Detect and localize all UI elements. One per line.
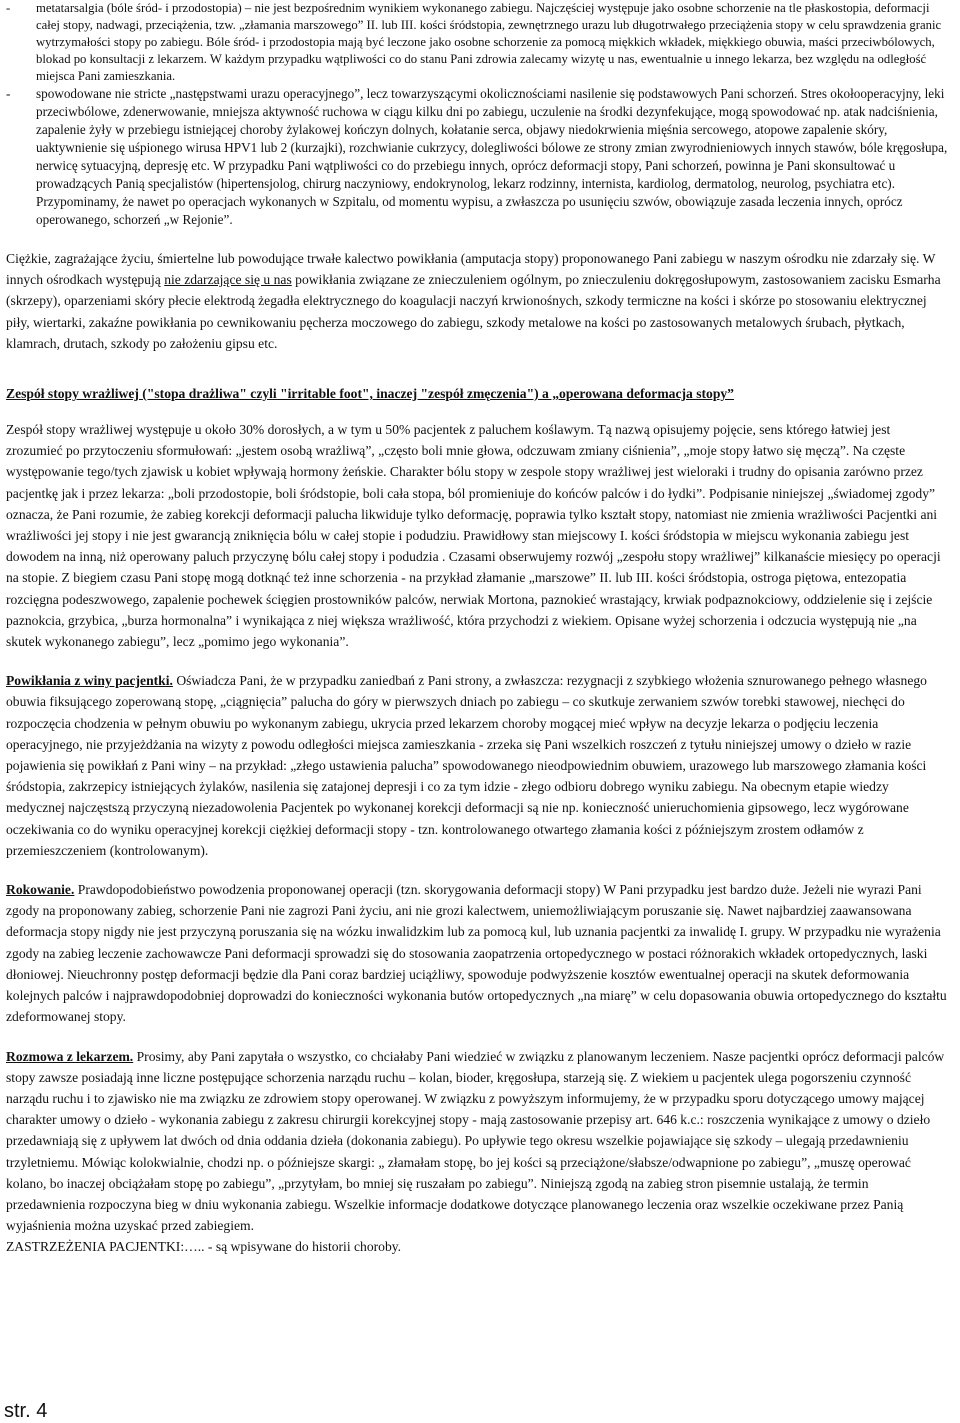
section-title: Rokowanie. bbox=[6, 882, 75, 898]
section-heading: Zespół stopy wrażliwej ("stopa drażliwa" czyli "irritable foot", inaczej "zespół zmęczenia") a „operowana deformacja stopy” bbox=[6, 386, 734, 402]
dash-marker: - bbox=[6, 1, 11, 15]
list-item-text: metatarsalgia (bóle śród- i przodostopia) – nie jest bezpośrednim wynikiem wykonanego zabiegu. Najczęściej występuje jako osobne schorzenie na tle płaskostopia, deformacji całej stopy, nadwagi, przeciążenia, tzw. „złamania marszowego” II. lub III. kości śródstopia, zewnętrznego urazu lub długotrwałego przeciążenia stopy w celu sprawdzenia granic wytrzymałości stopy po zabiegu. Bóle śród- i przodostopia mają być leczone jako osobne schorzenie za pomocą miękkich wkładek, miękkiego obuwia, maści przeciwbólowych, blokad po konsultacji z lekarzem. W każdym przypadku wątpliwości co do stanu Pani zdrowia zalecamy wizytę u nas, ewentualnie u innego lekarza, bez względu na odległość miejsca Pani zamieszkania. bbox=[36, 1, 942, 83]
patient-reservations: ZASTRZEŻENIA PACJENTKI:….. - są wpisywane do historii choroby. bbox=[6, 1239, 402, 1255]
paragraph-complications: Ciężkie, zagrażające życiu, śmiertelne lub powodujące trwałe kalectwo powikłania (amputacja stopy) proponowanego Pani zabiegu w naszym ośrodku nie zdarzały się. W innych ośrodkach występują nie zdarzające się u nas powikłania związane ze znieczuleniem ogólnym, po znieczuleniu dokręgosłupowym, zastosowaniem zacisku Esmarha (skrzepy), oparzeniami skóry płecie elektrodą żegadła elektrycznego do koagulacji naczyń krwionośnych, szkody termiczne na kości i skórze po stosowaniu elektrycznej piły, wiertarki, zakaźne powikłania po cewnikowaniu pęcherza moczowego do zabiegu, szkody metalowe na kości po zastosowanych metalowych śrubach, płytkach, klamrach, drutach, szkody po założeniu gipsu etc. bbox=[6, 251, 941, 351]
paragraph-prognosis: Rokowanie. Prawdopodobieństwo powodzenia proponowanej operacji (tzn. skorygowania deformacji stopy) W Pani przypadku jest bardzo duże. Jeżeli nie wyrazi Pani zgody na proponowany zabieg, schorzenie Pani nie zagrozi Pani życiu, ani nie grozi kalectwem, uniemożliwiającym poruszanie się. Nawet najbardziej zaawansowana deformacja stopy nigdy nie jest przyczyną poruszania się na wózku inwalidzkim lub za pomocą kul, lub uznania pacjentki za inwalidę I. grupy. W przypadku nie wyrażenia zgody na zabieg leczenie zachowawcze Pani deformacji sprowadzi się do stosowania zaopatrzenia ortopedycznego w postaci różnorakich wkładek ortopedycznych, laski dłoniowej. Nieuchronny postęp deformacji będzie dla Pani coraz bardziej uciążliwy, spowoduje podwyższenie kosztów ewentualnej operacji na skutek deformowania kolejnych palców i najprawdopodobniej doprowadzi do konieczności wykonania butów ortopedycznych „na miarę” w celu dopasowania obuwia ortopedycznego do kształtu zdeformowanej stopy. bbox=[6, 882, 947, 1025]
list-item-text: spowodowane nie stricte „następstwami urazu operacyjnego”, lecz towarzyszącymi okolicznościami nasilenie się podstawowych Pani schorzeń. Stres okołooperacyjny, leki przeciwbólowe, zdenerwowanie, mniejsza aktywność ruchowa w ciągu kilku dni po zabiegu, uczulenie na środki dezynfekujące, mogą spowodować np. atak nadciśnienia, zapalenie żyły w przebiegu istniejącej choroby żylakowej kończyn dolnych, kołatanie serca, objawy niedokrwienia mięśnia sercowego, atopowe zapalenie skóry, uaktywnienie się uśpionego wirusa HPV1 lub 2 (kurzajki), rozchwianie cukrzycy, dolegliwości bólowe ze strony zmian zwyrodnieniowych innych stawów, bóle kręgosłupa, nerwicę sytuacyjną, depresję etc. W przypadku Pani wątpliwości co do przebiegu innych, oprócz deformacji stopy, Pani schorzeń, powinna je Pani skonsultować u prowadzących Panią specjalistów (hipertensjolog, chirurg naczyniowy, endokrynolog, lekarz rodzinny, internista, kardiolog, dermatolog, neurolog, psychiatra etc). Przypominamy, że nawet po operacjach wykonanych w Szpitalu, od momentu wypisu, a zwłaszcza po usunięciu szwów, obowiązuje zasada leczenia innych, oprócz operowanego, schorzeń „w Rejonie”. bbox=[36, 86, 948, 227]
paragraph-patient-fault: Powikłania z winy pacjentki. Oświadcza Pani, że w przypadku zaniedbań z Pani strony, a zwłaszcza: rezygnacji z szybkiego włożenia sznurowanego pełnego własnego obuwia fiksującego zoperowaną stopę, „ciągnięcia” palucha do góry w pierwszych dniach po zabiegu – co skutkuje zerwaniem szwów torebki stawowej, niechęci do rozpoczęcia chodzenia w pełnym obuwiu po wykonanym zabiegu, ukrycia przed lekarzem choroby mogącej mieć wpływ na decyzje lekarza o podjęciu leczenia operacyjnego, nie przyjeżdżania na wizyty z powodu odległości miejsca zamieszkania - zrzeka się Pani wszelkich roszczeń z tytułu niniejszej umowy o dzieło w razie pojawienia się powikłań z Pani winy – na przykład: „złego ustawienia palucha” spowodowanego nieodpowiednim obuwiem, urazowego lub marszowego złamania kości śródstopia, zakrzepicy istniejących żylaków, nasilenia się zatajonej depresji i co za tym idzie - złego odbioru dobrego wyniku zabiegu. Na obecnym etapie wiedzy medycznej najczęstszą przyczyną niezadowolenia Pacjentek po wykonanej korekcji deformacji są nie np. konieczność unieruchomienia gipsowego, lecz wygórowane oczekiwania co do wyniku operacyjnej korekcji ciężkiej deformacji stopy - tzn. kontrolowanego otwartego złamania kości z późniejszym zrostem odłamów z przemieszczeniem (kontrolowanym). bbox=[6, 673, 927, 858]
document-page bbox=[6, 0, 950, 1258]
list-item bbox=[6, 0, 950, 85]
paragraph-irritable-foot: Zespół stopy wrażliwej występuje u około 30% dorosłych, a w tym u 50% pacjentek z paluchem koślawym. Tą nazwą opisujemy pojęcie, sens którego łatwiej jest zrozumieć po przytoczeniu sformułowań: „jestem osobą wrażliwą”, „często boli mnie głowa, odczuwam zmiany ciśnienia”, „moje stopy łatwo się męczą”. Na częste występowanie tego/tych zjawisk u kobiet wpływają hormony żeńskie. Charakter bólu stopy w zespole stopy wrażliwej jest wieloraki i trudny do opisania zarówno przez pacjentkę jak i przez lekarza: „boli przodostopie, boli śródstopie, boli cała stopa, ból promieniuje do końców palców i do łydki”. Podpisanie niniejszej „świadomej zgody” oznacza, że Pani rozumie, że zabieg korekcji deformacji palucha likwiduje tylko deformację, poprawia tylko kształt stopy, natomiast nie zmienia wrażliwości Pacjentki ani wrażliwości jej stopy i nie jest gwarancją zniknięcia bólu w całej stopie i podudziu. Prawidłowy stan miejscowy I. kości śródstopia w miejscu wykonania zabiegu jest dowodem na inną, niż operowany paluch przyczynę bólu całej stopy i podudzia . Czasami obserwujemy rozwój „zespołu stopy wrażliwej” kilkanaście miesięcy po operacji na stopie. Z biegiem czasu Pani stopę mogą dotknąć też inne schorzenia - na przykład złamanie „marszowe” II. lub III. kości śródstopia, ostroga piętowa, entezopatia rozcięgna podeszwowego, zapalenie pochewek ścięgien prostowników palców, nerwiak Mortona, paznokieć wrastający, krwiak podpaznokciowy, oddzielenie się i zejście paznokcia, grzybica, „burza hormonalna” i wynikająca z niej większa wrażliwość, która przychodzi z wiekiem. Opisane wyżej schorzenia i odczucia występują nie „na skutek wykonanego zabiegu”, lecz „pomimo jego wykonania”. bbox=[6, 422, 941, 650]
paragraph-doctor-talk: Rozmowa z lekarzem. Prosimy, aby Pani zapytała o wszystko, co chciałaby Pani wiedzieć w związku z planowanym leczeniem. Nasze pacjentki oprócz deformacji palców stopy zawsze posiadają inne liczne postępujące schorzenia narządu ruchu – kolan, bioder, kręgosłupa, starzeją się. Z wiekiem u pacjentek ulega pogorszeniu czynność narządu ruchu i to zjawisko nie ma związku ze zdrowiem stopy operowanej. W związku z powyższym informujemy, że w przypadku sporu dotyczącego umowy mającej charakter umowy o dzieło - wykonania zabiegu z zakresu chirurgii korekcyjnej stopy - mają zastosowanie przepisy art. 646 k.c.: roszczenia wynikające z umowy o dzieło przedawniają się z upływem lat dwóch od dnia oddania dzieła (dokonania zabiegu). Po upływie tego okresu wszelkie pojawiające się szkody – ulegają przedawnieniu trzyletniemu. Mówiąc kolokwialnie, chodzi np. o późniejsze skargi: „ złamałam stopę, bo jej kości są przeciążone/słabsze/odwapnione po zabiegu”, „muszę operować kolano, bo inaczej obciążałam stopę po zabiegu”, „przytyłam, bo mniej się ruszałam po zabiegu”. Niniejszą zgodą na zabieg stron pisemnie ustalają, że termin przedawnienia rozpoczyna bieg w dniu wykonania zabiegu. Wszelkie informacje dodatkowe dotyczące planowanego leczenia oraz wszelkie oczekiwane przez Panią wyjaśnienia można uzyskać przed zabiegiem. ZASTRZEŻENIA PACJENTKI:….. - są wpisywane do historii choroby. bbox=[6, 1048, 945, 1255]
underlined-phrase: nie zdarzające się u nas bbox=[164, 272, 292, 288]
dash-marker: - bbox=[6, 86, 11, 101]
section-title: Rozmowa z lekarzem. bbox=[6, 1048, 134, 1064]
page-number: str. 4 bbox=[4, 1400, 48, 1422]
list-item bbox=[6, 85, 950, 229]
bullet-list bbox=[6, 0, 950, 229]
section-title: Powikłania z winy pacjentki. bbox=[6, 673, 173, 689]
